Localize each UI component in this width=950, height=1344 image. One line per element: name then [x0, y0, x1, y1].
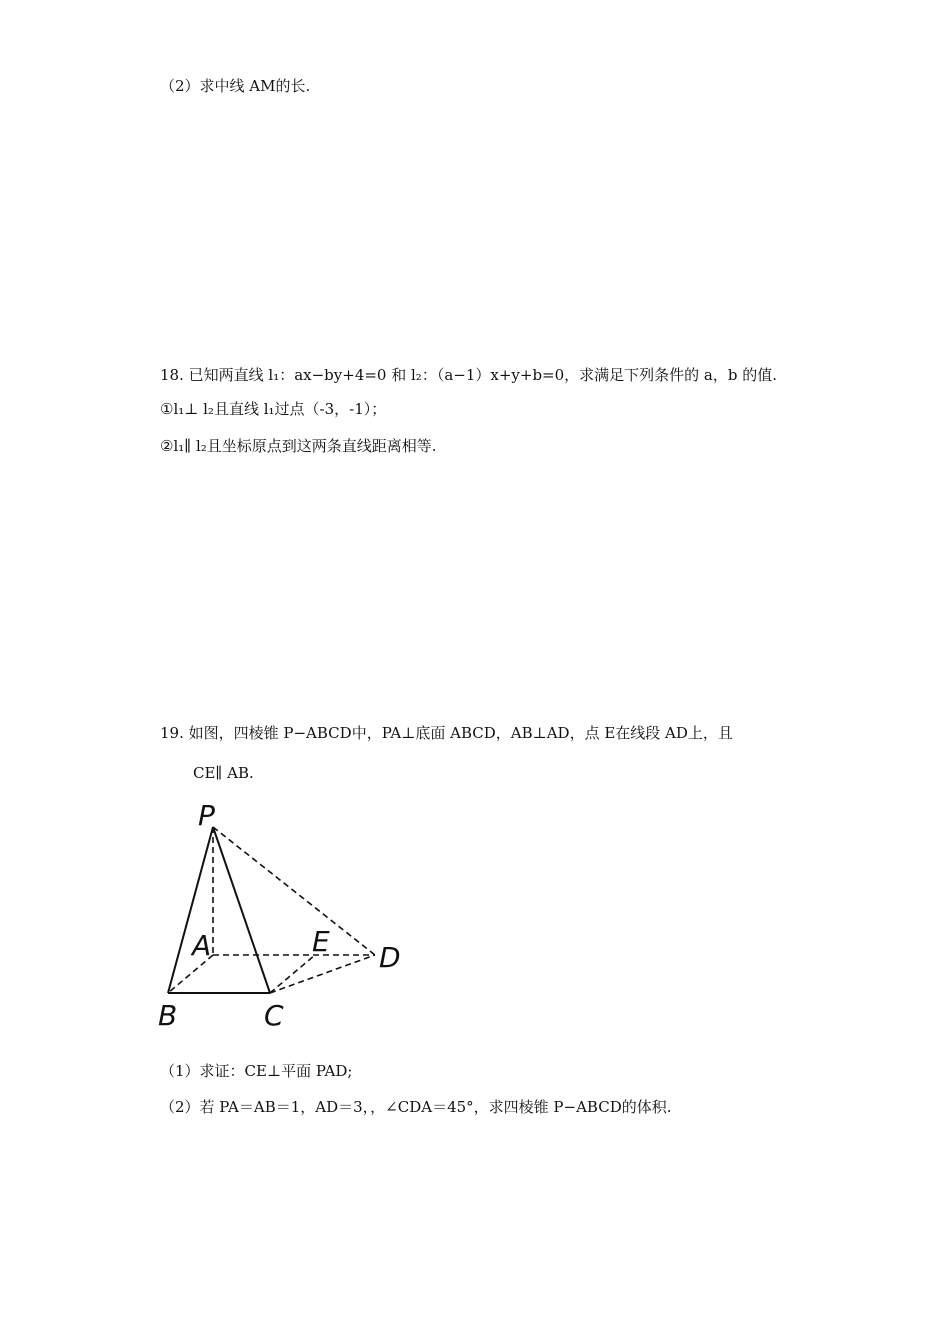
q19-part1: （1）求证：CE⊥平面 PAD;	[160, 1062, 353, 1080]
q17-part2-text: （2）求中线 AM的长.	[160, 77, 311, 95]
vertex-label-B: B	[158, 999, 178, 1032]
vertex-label-P: P	[198, 799, 215, 832]
edge-PD	[213, 827, 375, 955]
edge-CD	[270, 955, 375, 993]
edge-PB	[168, 827, 213, 993]
q18-condition-1: ①l₁⊥ l₂且直线 l₁过点（-3，-1）；	[160, 400, 387, 418]
q18-condition-2: ②l₁∥ l₂且坐标原点到这两条直线距离相等.	[160, 437, 437, 455]
vertex-label-D: D	[379, 941, 401, 974]
vertex-label-E: E	[312, 925, 330, 958]
q18-stem: 18. 已知两直线 l₁：ax−by+4=0 和 l₂：（a−1）x+y+b=0，求满足下列条件的 a，b 的值.	[160, 366, 778, 384]
q19-stem: 19. 如图，四棱锥 P−ABCD中，PA⊥底面 ABCD，AB⊥AD，点 E在线段 AD上，且	[160, 724, 733, 742]
vertex-label-C: C	[264, 999, 284, 1032]
q19-stem-continued: CE∥ AB.	[193, 764, 254, 782]
q19-part2: （2）若 PA＝AB＝1，AD＝3，，∠CDA＝45°，求四棱锥 P−ABCD的体积.	[160, 1098, 672, 1116]
pyramid-figure	[150, 795, 420, 1040]
edge-CE	[270, 955, 315, 993]
vertex-label-A: A	[192, 929, 212, 962]
edge-PC	[213, 827, 270, 993]
